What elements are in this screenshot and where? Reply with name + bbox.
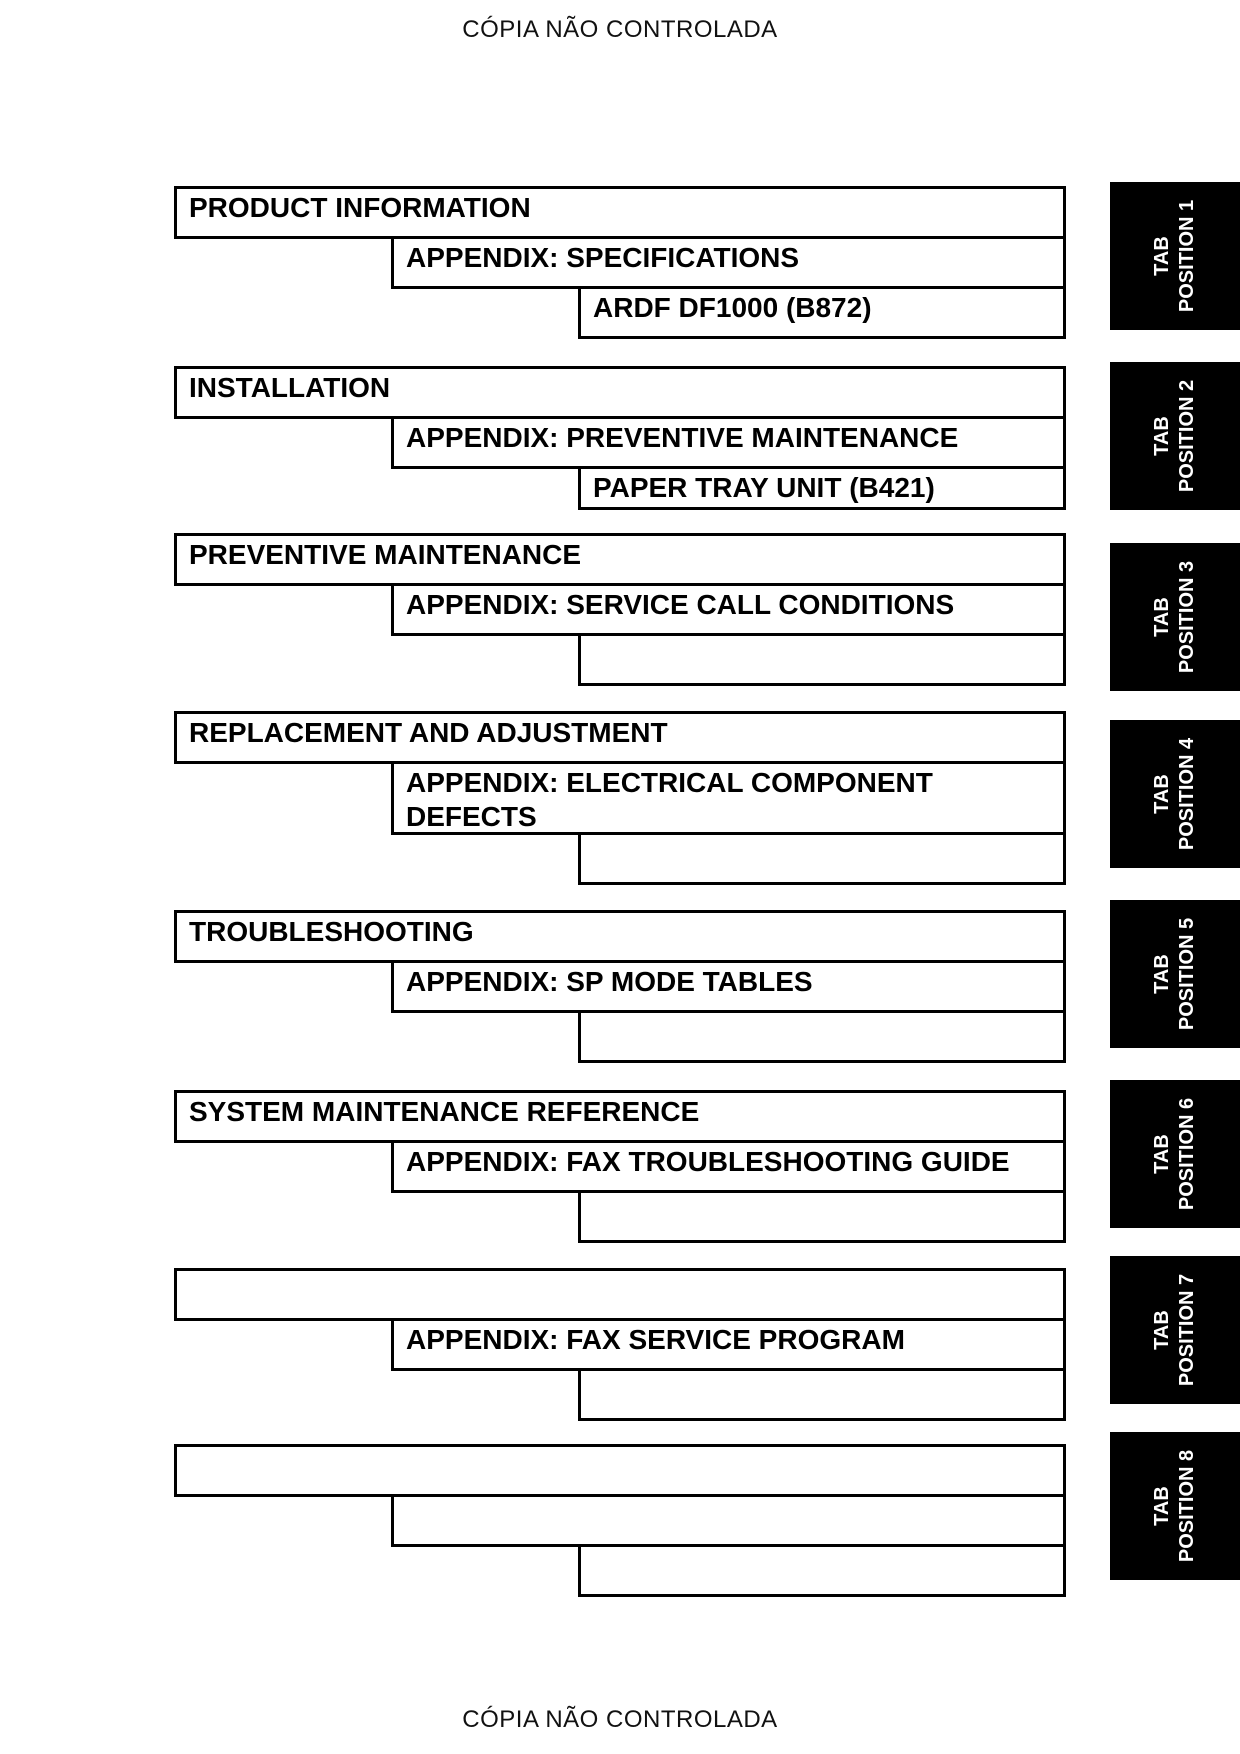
section-title: PREVENTIVE MAINTENANCE [174,533,1066,586]
section-title [174,1268,1066,1321]
section-title: INSTALLATION [174,366,1066,419]
watermark-top: CÓPIA NÃO CONTROLADA [462,16,778,43]
tab-label: TAB [1151,416,1173,456]
tab-position-label: POSITION 5 [1176,917,1198,1031]
appendix-title: APPENDIX: SP MODE TABLES [391,960,1066,1013]
section-title [174,1444,1066,1497]
tab-position-label: POSITION 3 [1176,560,1198,674]
tab-position-3[interactable] [1110,543,1240,691]
sub-title [578,1190,1066,1243]
section-title: TROUBLESHOOTING [174,910,1066,963]
sub-title: ARDF DF1000 (B872) [578,286,1066,339]
tab-label: TAB [1151,1310,1173,1350]
appendix-title: APPENDIX: FAX SERVICE PROGRAM [391,1318,1066,1371]
tab-label: TAB [1151,1486,1173,1526]
tab-position-label: POSITION 2 [1176,379,1198,493]
sub-title: PAPER TRAY UNIT (B421) [578,466,1066,510]
tab-label: TAB [1151,954,1173,994]
watermark-bottom: CÓPIA NÃO CONTROLADA [462,1706,778,1733]
appendix-title: APPENDIX: PREVENTIVE MAINTENANCE [391,416,1066,469]
sub-title [578,1010,1066,1063]
appendix-title: APPENDIX: SPECIFICATIONS [391,236,1066,289]
sub-title [578,1368,1066,1421]
tab-position-label: POSITION 7 [1176,1273,1198,1387]
tab-label: TAB [1151,1134,1173,1174]
section-title: PRODUCT INFORMATION [174,186,1066,239]
appendix-title [391,1494,1066,1547]
tab-position-label: POSITION 4 [1176,737,1198,851]
appendix-title: APPENDIX: SERVICE CALL CONDITIONS [391,583,1066,636]
tab-position-1[interactable] [1110,182,1240,330]
tab-label: TAB [1151,774,1173,814]
sub-title [578,1544,1066,1597]
appendix-title: APPENDIX: FAX TROUBLESHOOTING GUIDE [391,1140,1066,1193]
appendix-title: APPENDIX: ELECTRICAL COMPONENT DEFECTS [391,761,1066,835]
sub-title [578,832,1066,885]
tab-position-5[interactable] [1110,900,1240,1048]
tab-position-label: POSITION 1 [1176,199,1198,313]
tab-position-6[interactable] [1110,1080,1240,1228]
tab-position-7[interactable] [1110,1256,1240,1404]
tab-label: TAB [1151,597,1173,637]
tab-position-8[interactable] [1110,1432,1240,1580]
tab-position-2[interactable] [1110,362,1240,510]
tab-label: TAB [1151,236,1173,276]
tab-position-label: POSITION 6 [1176,1097,1198,1211]
section-title: SYSTEM MAINTENANCE REFERENCE [174,1090,1066,1143]
tab-position-label: POSITION 8 [1176,1449,1198,1563]
section-title: REPLACEMENT AND ADJUSTMENT [174,711,1066,764]
sub-title [578,633,1066,686]
tab-position-4[interactable] [1110,720,1240,868]
